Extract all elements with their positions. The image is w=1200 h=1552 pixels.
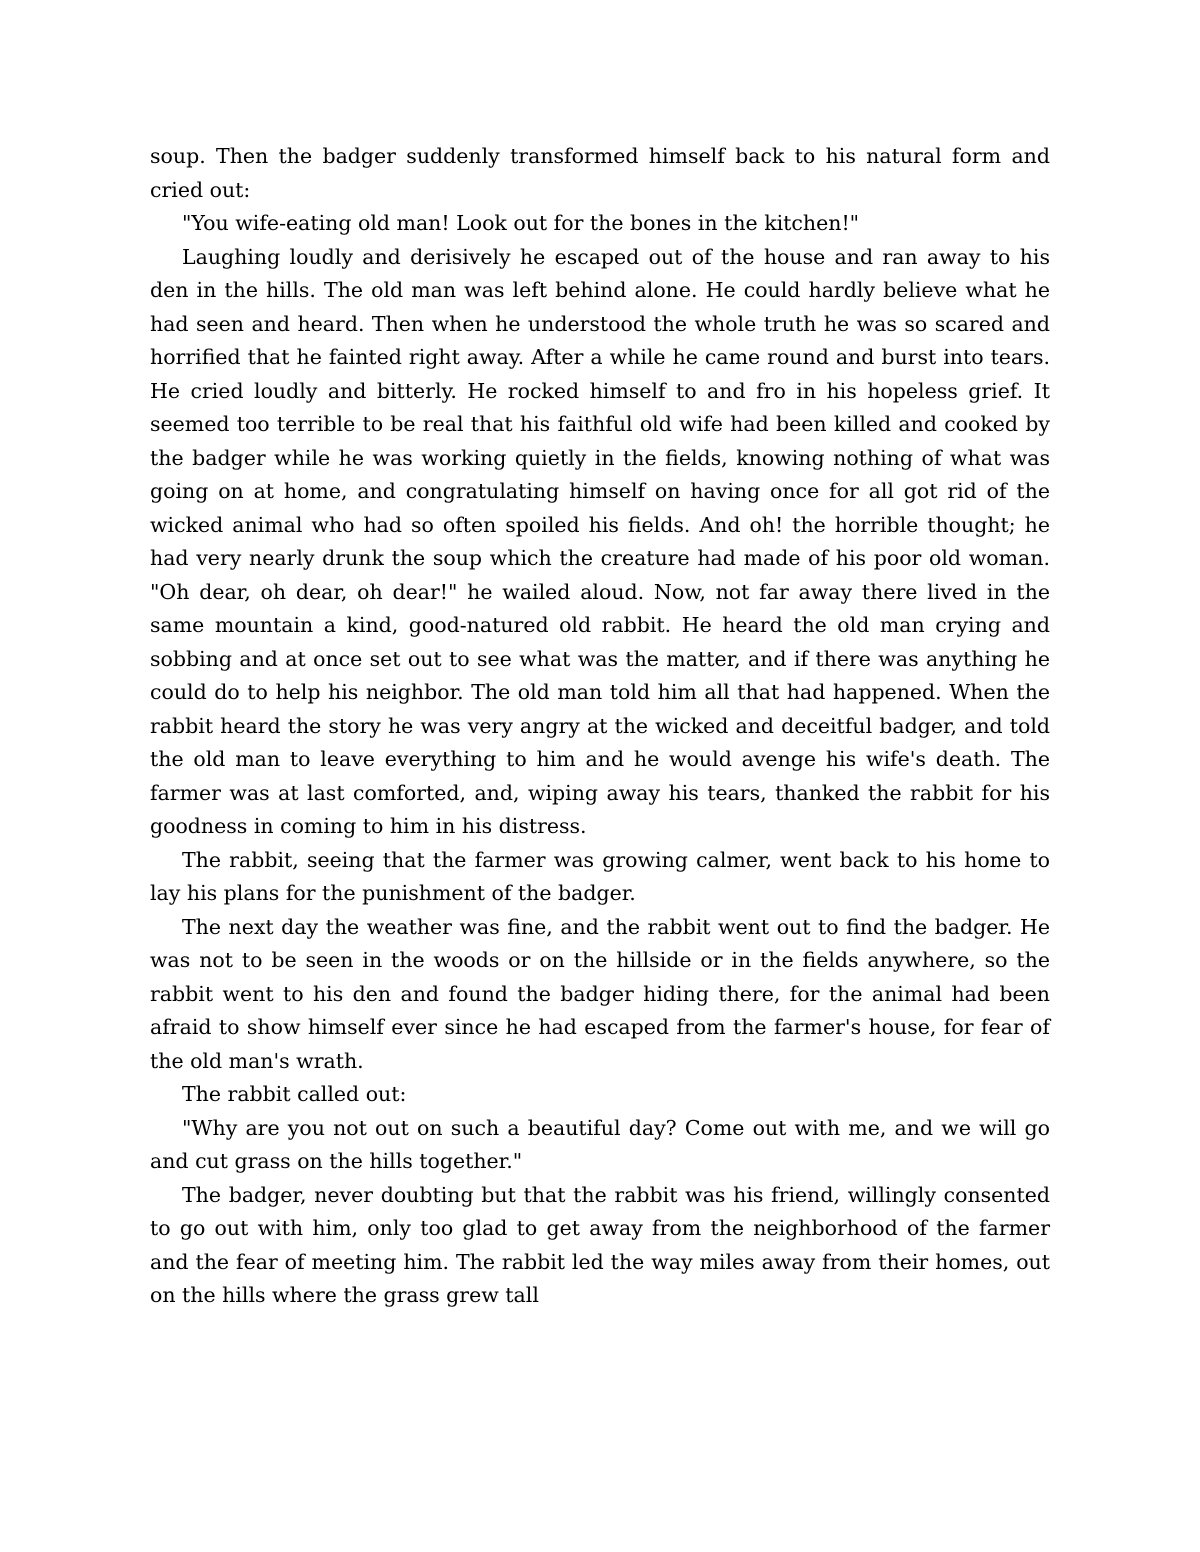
page-body (150, 140, 1050, 1313)
paragraph: soup. Then the badger suddenly transformed himself back to his natural form and cried out: (150, 144, 1050, 202)
paragraph: "You wife-eating old man! Look out for the bones in the kitchen!" (182, 211, 860, 235)
paragraph: The badger, never doubting but that the rabbit was his friend, willingly consented to go out with him, only too glad to get away from the neighborhood of the farmer and the fear of meeting him. The rabbit led the way miles away from their homes, out on the hills where the grass grew tall (150, 1182, 1050, 1307)
paragraph: "Why are you not out on such a beautiful day? Come out with me, and we will go and cut grass on the hills together." (150, 1115, 1050, 1173)
paragraph: The rabbit called out: (182, 1082, 407, 1106)
paragraph: Laughing loudly and derisively he escaped out of the house and ran away to his den in the hills. The old man was left behind alone. He could hardly believe what he had seen and heard. Then when he understood the whole truth he was so scared and horrified that he fainted right away. After a while he came round and burst into tears. He cried loudly and bitterly. He rocked himself to and fro in his hopeless grief. It seemed too terrible to be real that his faithful old wife had been killed and cooked by the badger while he was working quietly in the fields, knowing nothing of what was going on at home, and congratulating himself on having once for all got rid of the wicked animal who had so often spoiled his fields. And oh! the horrible thought; he had very nearly drunk the soup which the creature had made of his poor old woman. "Oh dear, oh dear, oh dear!" he wailed aloud. Now, not far away there lived in the same mountain a kind, good-natured old rabbit. He heard the old man crying and sobbing and at once set out to see what was the matter, and if there was anything he could do to help his neighbor. The old man told him all that had happened. When the rabbit heard the story he was very angry at the wicked and deceitful badger, and told the old man to leave everything to him and he would avenge his wife's death. The farmer was at last comforted, and, wiping away his tears, thanked the rabbit for his goodness in coming to him in his distress. (150, 244, 1050, 838)
paragraph: The next day the weather was fine, and the rabbit went out to find the badger. He was not to be seen in the woods or on the hillside or in the fields anywhere, so the rabbit went to his den and found the badger hiding there, for the animal had been afraid to show himself ever since he had escaped from the farmer's house, for fear of the old man's wrath. (150, 914, 1050, 1073)
paragraph: The rabbit, seeing that the farmer was growing calmer, went back to his home to lay his plans for the punishment of the badger. (150, 847, 1050, 905)
